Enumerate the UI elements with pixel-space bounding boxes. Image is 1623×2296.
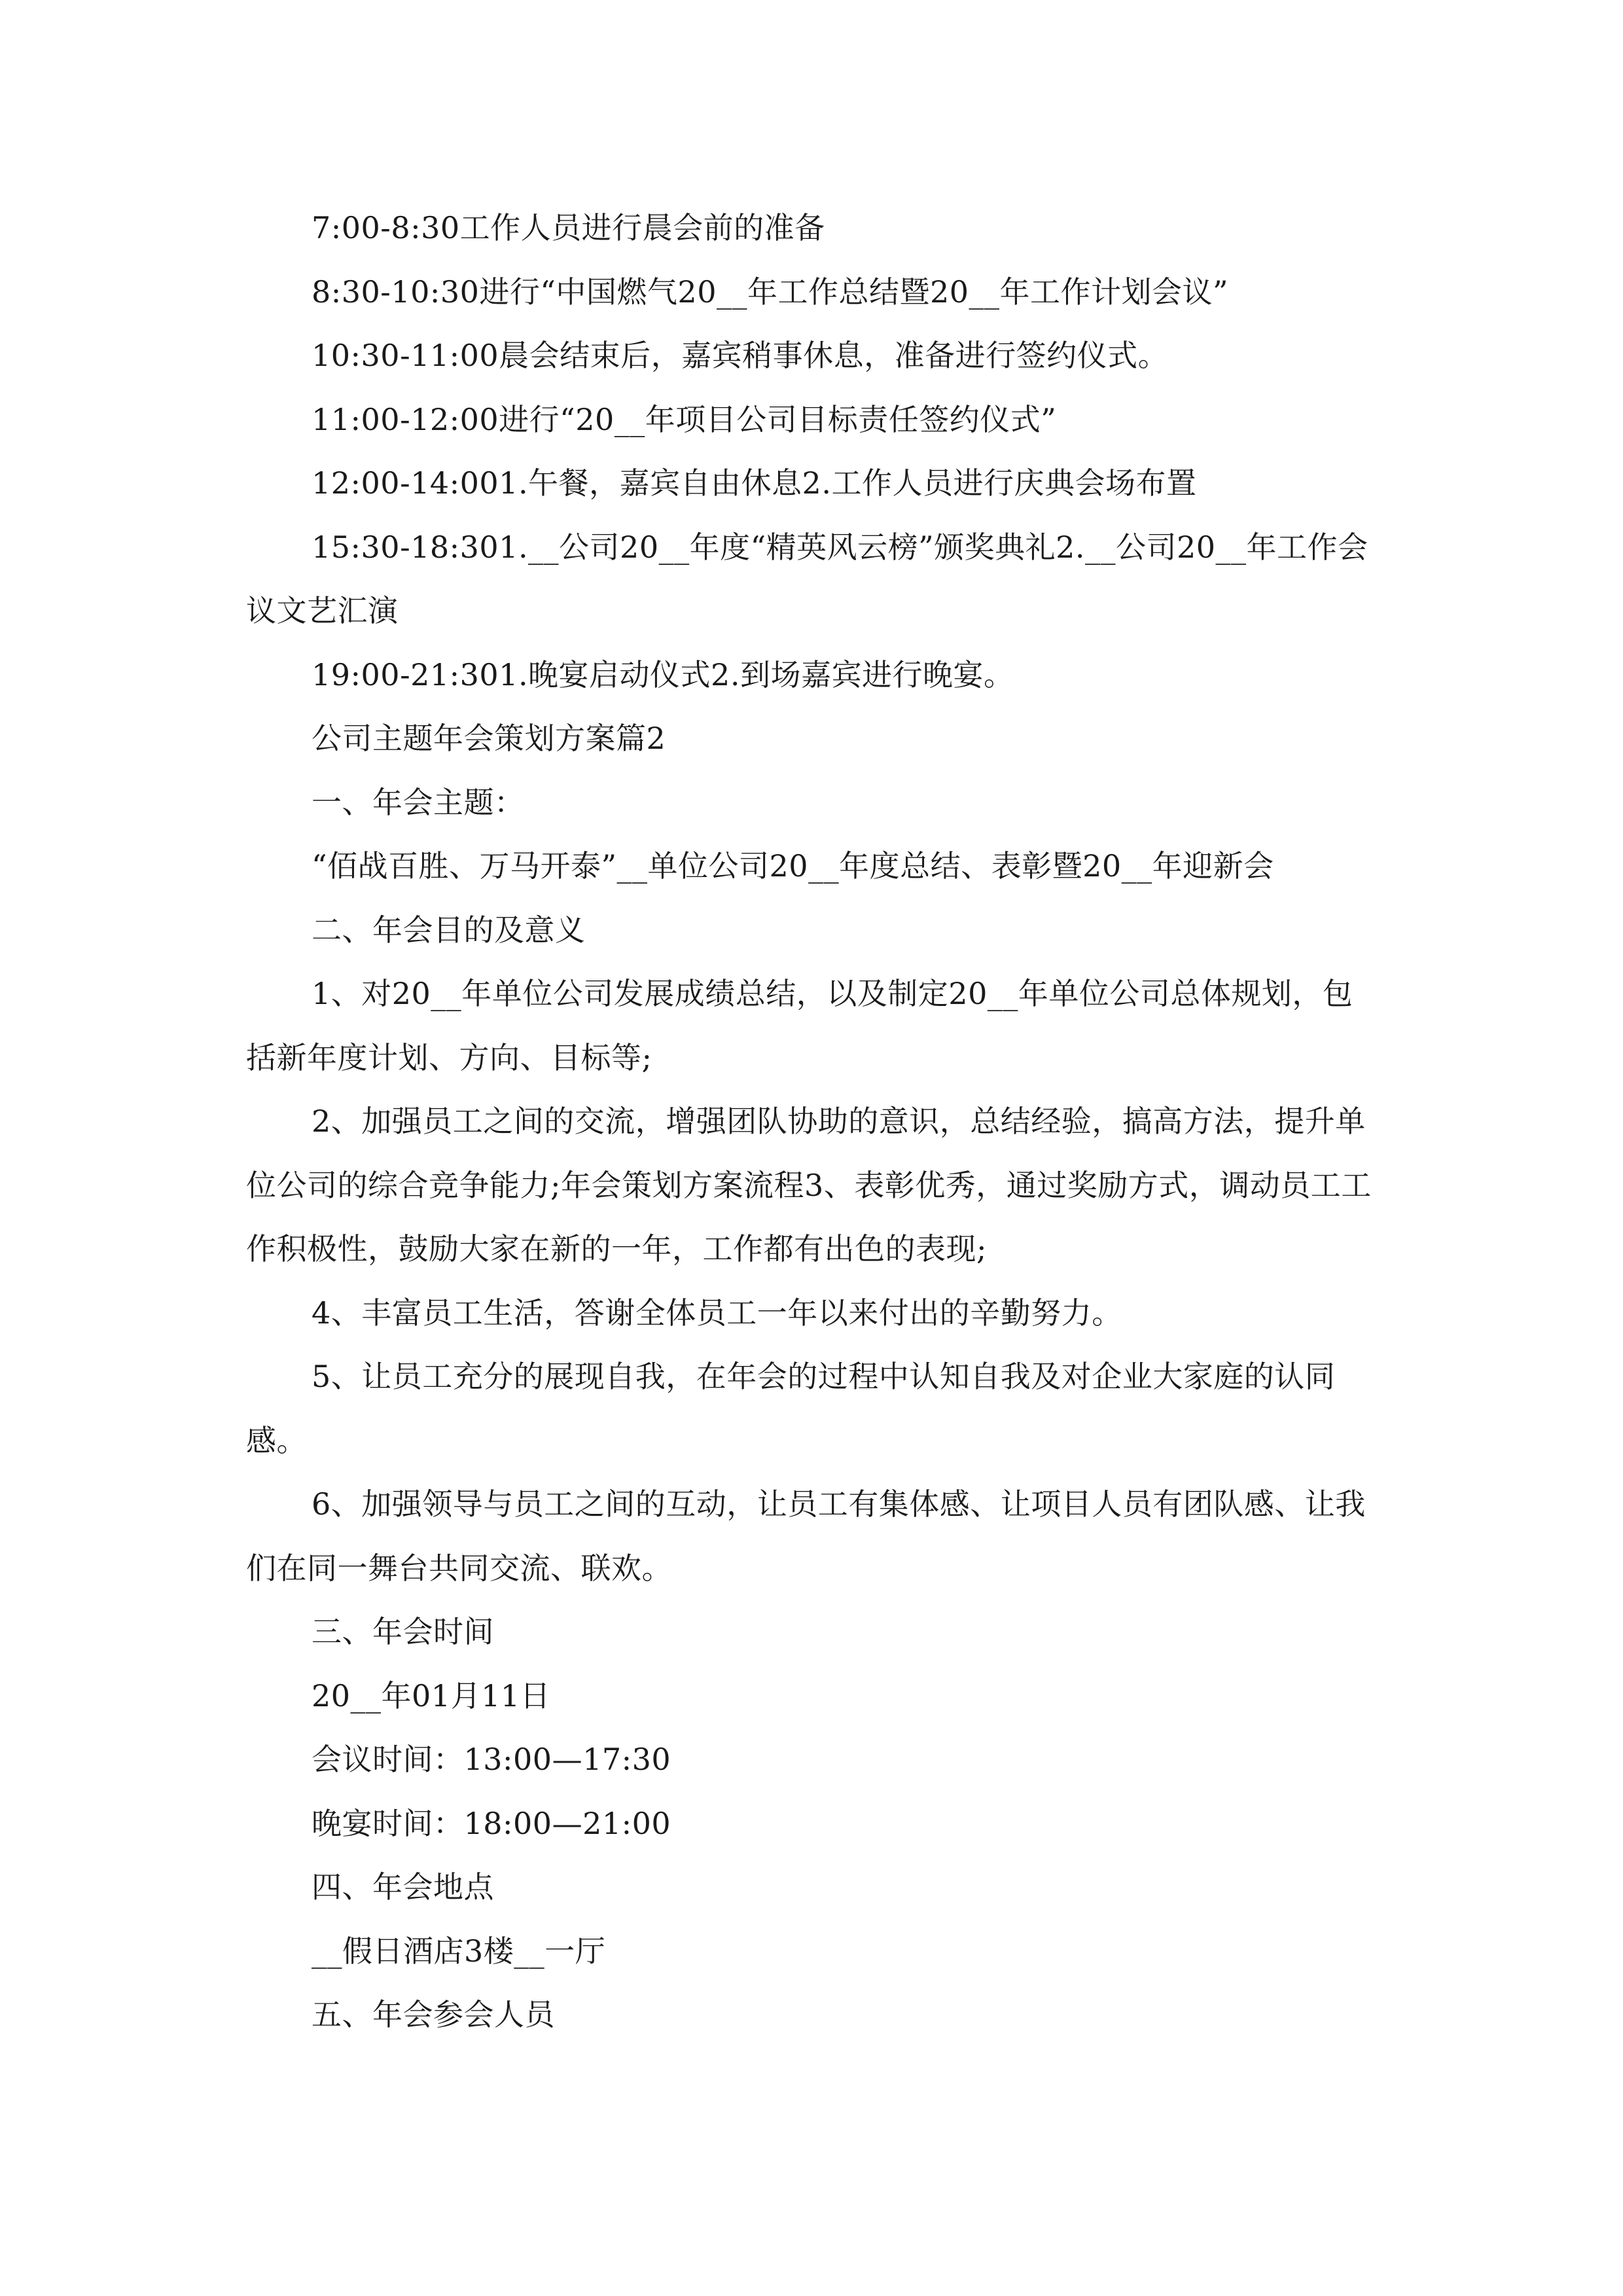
purpose-item-1: 1、对20__年单位公司发展成绩总结，以及制定20__年单位公司总体规划，包括新年度计划、方向、目标等;: [246, 976, 1353, 1075]
heading-attendees: 五、年会参会人员: [312, 1997, 555, 2032]
dinner-time: 晚宴时间：18:00—21:00: [312, 1805, 671, 1841]
schedule-item-morning-prep: 7:00-8:30工作人员进行晨会前的准备: [312, 210, 825, 245]
document-body: [246, 196, 1377, 2047]
schedule-item-award-ceremony: 15:30-18:301.__公司20__年度“精英风云榜”颁奖典礼2.__公司20__年工作会议文艺汇演: [246, 529, 1368, 628]
purpose-item-2-3: 2、加强员工之间的交流，增强团队协助的意识，总结经验，搞高方法，提升单位公司的综合竞争能力;年会策划方案流程3、表彰优秀，通过奖励方式，调动员工工作积极性，鼓励大家在新的一年，工作都有出色的表现;: [246, 1103, 1372, 1266]
event-date: 20__年01月11日: [312, 1677, 551, 1713]
purpose-item-4: 4、丰富员工生活，答谢全体员工一年以来付出的辛勤努力。: [312, 1295, 1122, 1331]
heading-purpose: 二、年会目的及意义: [312, 912, 586, 948]
schedule-item-summary-meeting: 8:30-10:30进行“中国燃气20__年工作总结暨20__年工作计划会议”: [312, 274, 1229, 310]
meeting-time: 会议时间：13:00—17:30: [312, 1742, 671, 1777]
schedule-item-dinner: 19:00-21:301.晚宴启动仪式2.到场嘉宾进行晚宴。: [312, 656, 1014, 692]
heading-venue: 四、年会地点: [312, 1869, 494, 1905]
heading-time: 三、年会时间: [312, 1614, 494, 1649]
purpose-item-5: 5、让员工充分的展现自我，在年会的过程中认知自我及对企业大家庭的认同感。: [246, 1359, 1336, 1458]
purpose-item-6: 6、加强领导与员工之间的互动，让员工有集体感、让项目人员有团队感、让我们在同一舞台共同交流、联欢。: [246, 1486, 1366, 1586]
section-title: 公司主题年会策划方案篇2: [312, 721, 666, 756]
schedule-item-signing-ceremony: 11:00-12:00进行“20__年项目公司目标责任签约仪式”: [312, 401, 1057, 437]
theme-text: “佰战百胜、万马开泰”__单位公司20__年度总结、表彰暨20__年迎新会: [312, 848, 1274, 884]
heading-theme: 一、年会主题：: [312, 784, 525, 820]
schedule-item-lunch: 12:00-14:001.午餐，嘉宾自由休息2.工作人员进行庆典会场布置: [312, 465, 1197, 501]
schedule-item-rest: 10:30-11:00晨会结束后，嘉宾稍事休息，准备进行签约仪式。: [312, 338, 1169, 373]
venue-text: __假日酒店3楼__一厅: [312, 1933, 606, 1969]
